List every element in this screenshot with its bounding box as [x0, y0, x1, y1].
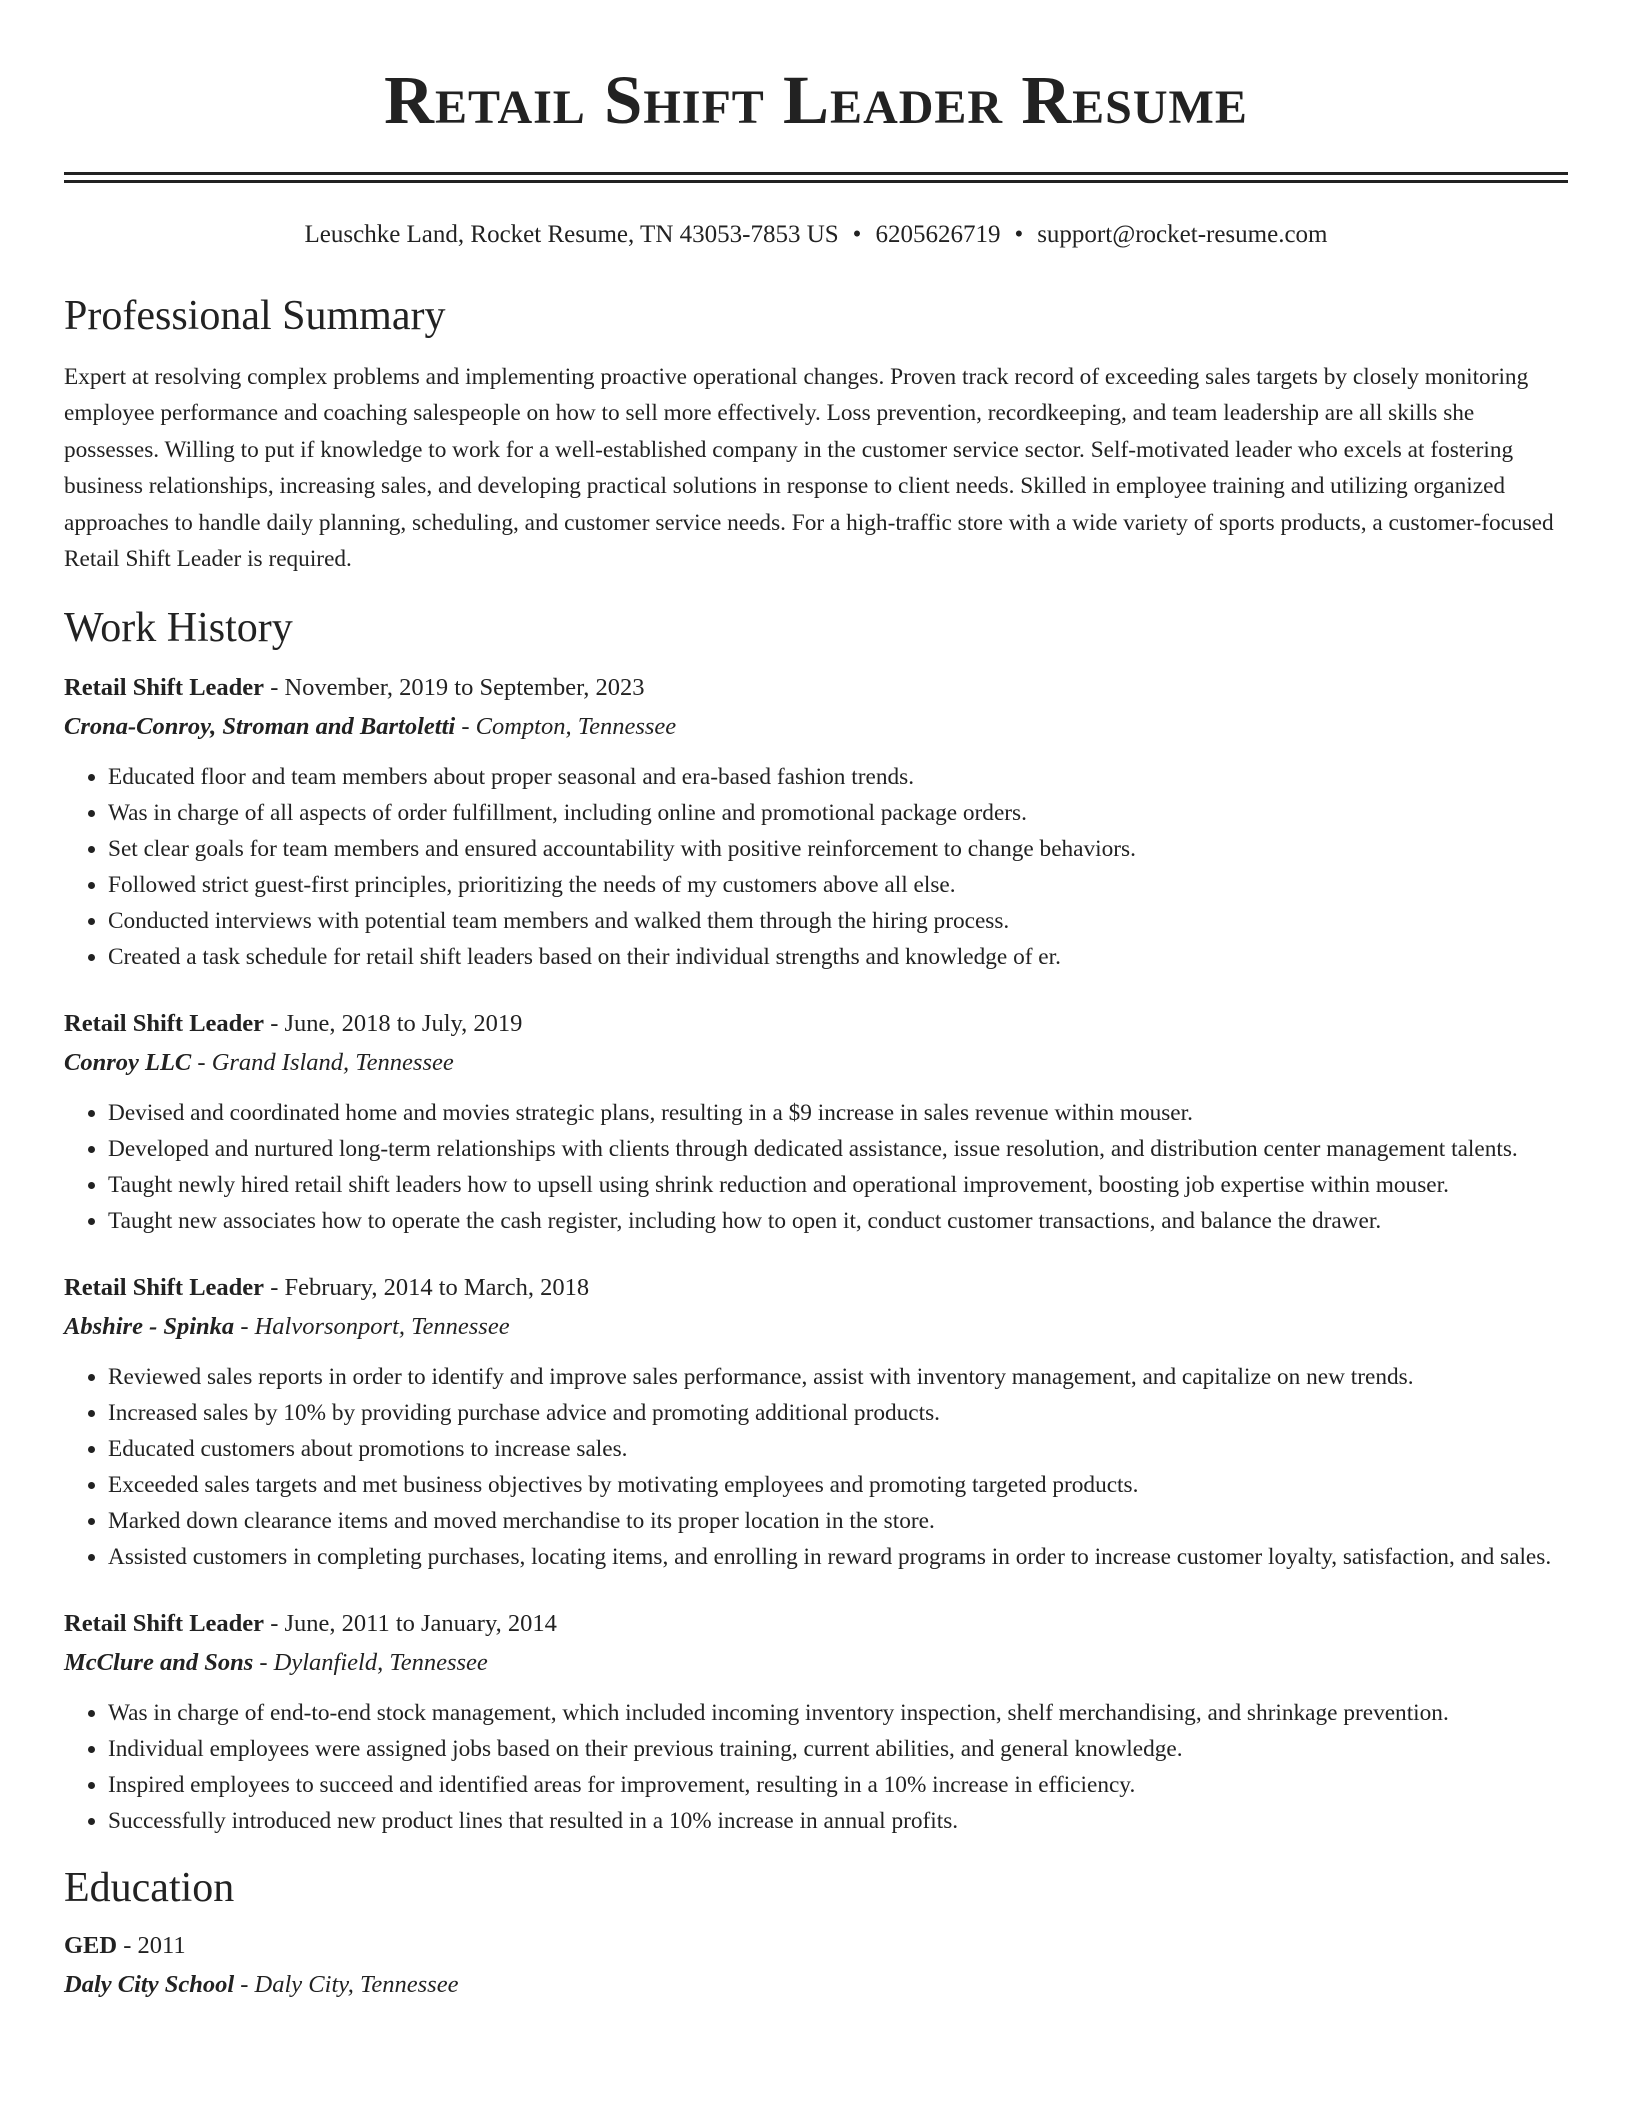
- employer-name: Crona-Conroy, Stroman and Bartoletti: [64, 713, 456, 741]
- duty-item: • Created a task schedule for retail shift leaders based on their individual strengths and knowledge of er.: [108, 939, 1568, 975]
- work-history-heading: Work History: [64, 605, 293, 652]
- employer-name: McClure and Sons: [64, 1649, 254, 1677]
- duty-item: • Devised and coordinated home and movies strategic plans, resulting in a $9 increase in sales revenue within mouser.: [108, 1095, 1568, 1131]
- job-title-line: [64, 669, 1568, 707]
- education-entry: [64, 1927, 1568, 2005]
- title-divider-bottom: [64, 180, 1568, 183]
- employer-location: - Dylanfield, Tennessee: [253, 1649, 488, 1677]
- school-location: - Daly City, Tennessee: [234, 1971, 459, 1999]
- job-dates: - June, 2018 to July, 2019: [264, 1010, 523, 1038]
- summary-text: Expert at resolving complex problems and implementing proactive operational changes. Proven track record of exceeding sales targets by closely monitoring employee performance and coaching salespeople on how to sell more effectively. Loss prevention, recordkeeping, and team leadership are all skills she possesses. Willing to put if knowledge to work for a well-established company in the customer service sector. Self-motivated leader who excels at fostering business relationships, increasing sales, and developing practical solutions in response to client needs. Skilled in employee training and utilizing organized approaches to handle daily planning, scheduling, and customer service needs. For a high-traffic store with a wide variety of sports products, a customer-focused Retail Shift Leader is required.: [64, 364, 1554, 573]
- job-title: Retail Shift Leader: [64, 674, 265, 702]
- duty-item: • Increased sales by 10% by providing purchase advice and promoting additional products.: [108, 1395, 1568, 1431]
- duty-item: • Was in charge of all aspects of order fulfillment, including online and promotional package orders.: [108, 795, 1568, 831]
- contact-address: Leuschke Land, Rocket Resume, TN 43053-7853 US: [304, 221, 839, 248]
- school-name: Daly City School: [64, 1971, 235, 1999]
- duty-item: • Assisted customers in completing purchases, locating items, and enrolling in reward programs in order to increase customer loyalty, satisfaction, and sales.: [108, 1539, 1568, 1575]
- duty-list: [64, 1695, 1568, 1839]
- spacer: [64, 1575, 1568, 1605]
- job-title-line: [64, 1605, 1568, 1643]
- spacer: [64, 1239, 1568, 1269]
- duty-item: • Taught new associates how to operate the cash register, including how to open it, conduct customer transactions, and balance the drawer.: [108, 1203, 1568, 1239]
- employer-line: [64, 1307, 1568, 1347]
- duty-item: • Set clear goals for team members and ensured accountability with positive reinforcement to change behaviors.: [108, 831, 1568, 867]
- contact-phone: 6205626719: [875, 221, 1001, 248]
- duty-item: • Inspired employees to succeed and identified areas for improvement, resulting in a 10% increase in efficiency.: [108, 1767, 1568, 1803]
- job-dates: - November, 2019 to September, 2023: [264, 674, 645, 702]
- job-title-line: [64, 1005, 1568, 1043]
- summary-heading: Professional Summary: [64, 293, 446, 339]
- duty-item: • Reviewed sales reports in order to identify and improve sales performance, assist with inventory management, and capitalize on new trends.: [108, 1359, 1568, 1395]
- job-title: Retail Shift Leader: [64, 1610, 265, 1638]
- employer-location: - Halvorsonport, Tennessee: [234, 1313, 510, 1341]
- title-divider-top: [64, 172, 1568, 175]
- duty-item: • Successfully introduced new product lines that resulted in a 10% increase in annual profits.: [108, 1803, 1568, 1839]
- employer-location: - Compton, Tennessee: [455, 713, 677, 741]
- job-title: Retail Shift Leader: [64, 1010, 265, 1038]
- contact-separator: •: [1014, 221, 1024, 248]
- contact-line: [64, 219, 1568, 251]
- employer-line: [64, 1043, 1568, 1083]
- duty-item: • Individual employees were assigned jobs based on their previous training, current abilities, and general knowledge.: [108, 1731, 1568, 1767]
- contact-email: support@rocket-resume.com: [1037, 221, 1328, 248]
- employer-line: [64, 1643, 1568, 1683]
- job-entry: [64, 669, 1568, 975]
- employer-name: Abshire - Spinka: [64, 1313, 235, 1341]
- duty-item: • Taught newly hired retail shift leaders how to upsell using shrink reduction and operational improvement, boosting job expertise within mouser.: [108, 1167, 1568, 1203]
- duty-list: [64, 759, 1568, 975]
- degree-year: - 2011: [117, 1932, 186, 1960]
- duty-item: • Educated customers about promotions to increase sales.: [108, 1431, 1568, 1467]
- duty-item: • Developed and nurtured long-term relationships with clients through dedicated assistance, issue resolution, and distribution center management talents.: [108, 1131, 1568, 1167]
- employer-line: [64, 707, 1568, 747]
- duty-item: • Educated floor and team members about proper seasonal and era-based fashion trends.: [108, 759, 1568, 795]
- duty-list: [64, 1095, 1568, 1239]
- duty-item: • Exceeded sales targets and met business objectives by motivating employees and promoting targeted products.: [108, 1467, 1568, 1503]
- contact-separator: •: [852, 221, 862, 248]
- degree-name: GED: [64, 1932, 118, 1960]
- job-entry: [64, 1005, 1568, 1239]
- job-dates: - June, 2011 to January, 2014: [264, 1610, 557, 1638]
- employer-location: - Grand Island, Tennessee: [191, 1049, 454, 1077]
- degree-line: [64, 1927, 1568, 1965]
- duty-item: • Was in charge of end-to-end stock management, which included incoming inventory inspection, shelf merchandising, and shrinkage prevention.: [108, 1695, 1568, 1731]
- school-line: [64, 1965, 1568, 2005]
- job-entry: [64, 1269, 1568, 1575]
- duty-item: • Followed strict guest-first principles, prioritizing the needs of my customers above all else.: [108, 867, 1568, 903]
- job-title: Retail Shift Leader: [64, 1274, 265, 1302]
- duty-item: • Conducted interviews with potential team members and walked them through the hiring process.: [108, 903, 1568, 939]
- job-dates: - February, 2014 to March, 2018: [264, 1274, 590, 1302]
- job-title-line: [64, 1269, 1568, 1307]
- job-entry: [64, 1605, 1568, 1839]
- employer-name: Conroy LLC: [64, 1049, 192, 1077]
- education-heading: Education: [64, 1865, 235, 1912]
- resume-title: Retail Shift Leader Resume: [384, 62, 1248, 138]
- duty-item: • Marked down clearance items and moved merchandise to its proper location in the store.: [108, 1503, 1568, 1539]
- duty-list: [64, 1359, 1568, 1575]
- spacer: [64, 975, 1568, 1005]
